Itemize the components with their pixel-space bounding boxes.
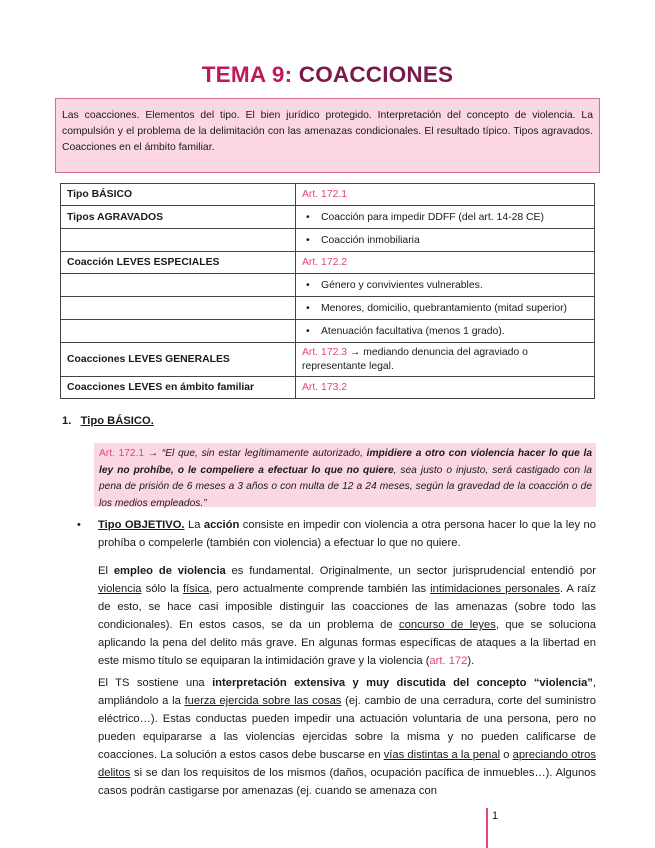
- row-label: Coacción LEVES ESPECIALES: [61, 252, 296, 274]
- table-row: [61, 229, 595, 252]
- page-title: [0, 62, 655, 88]
- page-number-rule: [486, 808, 488, 848]
- row-item: Art. 172.3 → mediando denuncia del agraviado o representante legal.: [296, 343, 595, 377]
- section-number: 1.: [62, 415, 72, 427]
- table-row: [61, 320, 595, 343]
- paragraph-ts: El TS sostiene una interpretación extensiva y muy discutida del concepto “violencia”, ampliándolo a la fuerza ejercida sobre las cosas (ej. cambio de una cerradura, corte del suministro eléctrico…). Estas conductas pueden impedir una actuación voluntaria de una persona, pero no pueden equipararse a las violencias ejercidas sobre la misma y no pueden calificarse de coacciones. La solución a estos casos debe buscarse en vías distintas a la penal o apreciando otros delitos si se dan los requisitos de los mismos (daños, ocupación pacífica de inmuebles…). Algunos casos podrán castigarse por amenazas (ej. cuando se amenaza con: [98, 677, 596, 797]
- bullet-icon: •: [306, 211, 310, 223]
- paragraph-violencia: El empleo de violencia es fundamental. Originalmente, un sector jurisprudencial entendió por violencia sólo la física, pero actualmente comprende también las intimidaciones personales. A raíz de esto, se hace casi imposible distinguir las coacciones de las amenazas (sobre todo las condicionales). En estos casos, se da un problema de concurso de leyes, que se soluciona aplicando la pena del delito más grave. En algunas formas específicas de ataques a la libertad en este mismo título se equiparan la intimidación grave y la violencia (art. 172).: [98, 565, 597, 667]
- row-article: Art. 172.3: [302, 346, 348, 358]
- table-row: [61, 377, 595, 399]
- row-article: Art. 172.1: [296, 184, 595, 206]
- table-row: [61, 252, 595, 274]
- bullet-icon: •: [306, 234, 310, 246]
- paragraph-tipo-objetivo: Tipo OBJETIVO. La acción consiste en impedir con violencia a otra persona hacer lo que la ley no prohíba o compelerle (también con violencia) a efectuar lo que no quiere.: [98, 519, 596, 549]
- table-row: [61, 297, 595, 320]
- section-heading: [62, 415, 154, 427]
- row-article: Art. 172.2: [296, 252, 595, 274]
- summary-box: Las coacciones. Elementos del tipo. El bien jurídico protegido. Interpretación del concepto de violencia. La compulsión y el problema de la delimitación con las amenazas condicionales. El resultado típico. Tipos agravados. Coacciones en el ámbito familiar.: [55, 98, 600, 173]
- row-label: Tipo BÁSICO: [61, 184, 296, 206]
- row-item: • Género y convivientes vulnerables.: [296, 274, 595, 297]
- table-row: [61, 184, 595, 206]
- table-row: [61, 274, 595, 297]
- bullet-icon: •: [77, 519, 81, 531]
- table-row: [61, 206, 595, 229]
- quote-article: Art. 172.1: [99, 448, 145, 459]
- row-label: Coacciones LEVES en ámbito familiar: [61, 377, 296, 399]
- bullet-icon: •: [306, 325, 310, 337]
- types-table: [60, 183, 595, 399]
- row-label: Tipos AGRAVADOS: [61, 206, 296, 229]
- row-item: • Atenuación facultativa (menos 1 grado).: [296, 320, 595, 343]
- row-item: • Coacción para impedir DDFF (del art. 14-28 CE): [296, 206, 595, 229]
- row-label: Coacciones LEVES GENERALES: [61, 343, 296, 377]
- table-row: [61, 343, 595, 377]
- article-quote: Art. 172.1 → “El que, sin estar legítimamente autorizado, impidiere a otro con violencia hacer lo que la ley no prohíbe, o le compeliere a efectuar lo que no quiere, sea justo o injusto, será castigado con la pena de prisión de 6 meses a 3 años o con multa de 12 a 24 meses, según la gravedad de la coacción o de los medios empleados.”: [94, 443, 596, 507]
- row-article: Art. 173.2: [296, 377, 595, 399]
- row-item: • Coacción inmobiliaria: [296, 229, 595, 252]
- arrow-icon: →: [347, 346, 364, 358]
- page-number: 1: [492, 810, 499, 822]
- bullet-icon: •: [306, 279, 310, 291]
- arrow-icon: →: [144, 448, 162, 459]
- title-prefix: TEMA 9:: [201, 62, 293, 87]
- row-item: • Menores, domicilio, quebrantamiento (mitad superior): [296, 297, 595, 320]
- section-title: Tipo BÁSICO.: [80, 415, 154, 427]
- title-main: COACCIONES: [298, 62, 454, 87]
- bullet-icon: •: [306, 302, 310, 314]
